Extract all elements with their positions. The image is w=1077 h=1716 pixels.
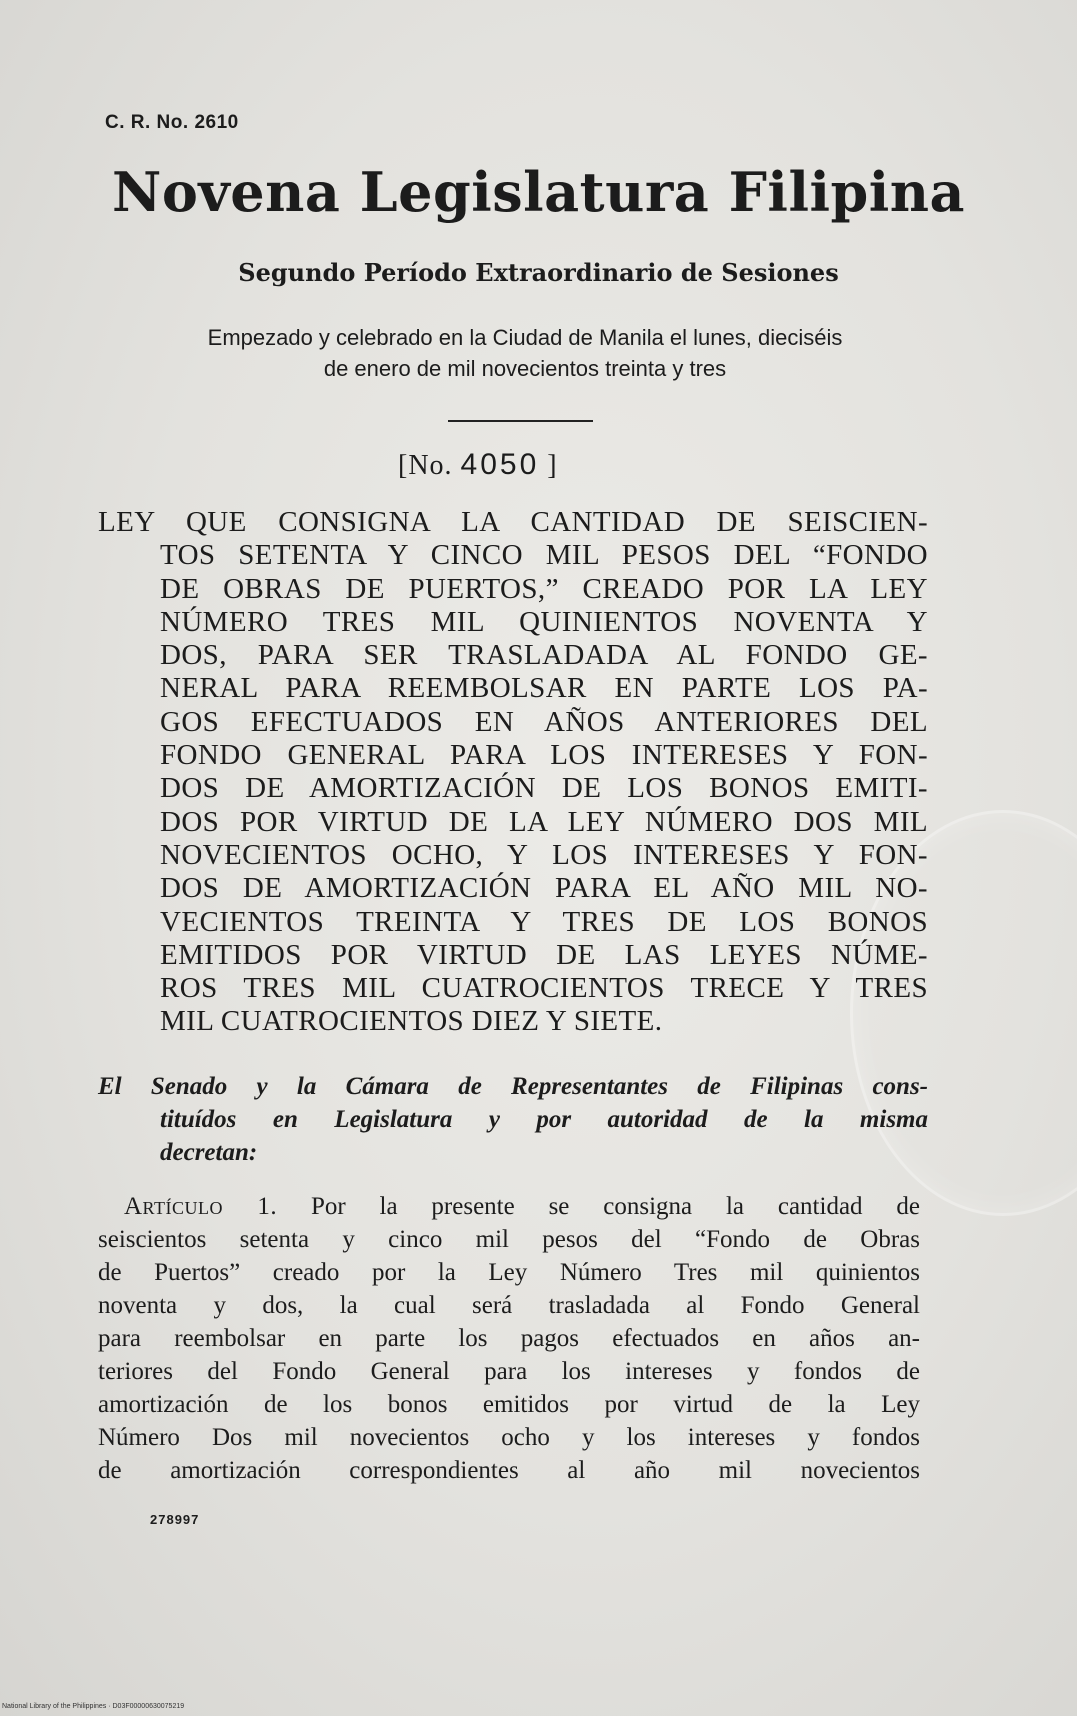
enacting-clause [98, 1070, 928, 1169]
opening-statement [95, 322, 955, 384]
divider-rule [448, 420, 593, 422]
act-number-suffix: ] [547, 450, 558, 481]
heading-line: DOS POR VIRTUD DE LA LEY NÚMERO DOS MIL [160, 805, 928, 838]
heading-line: LEY QUE CONSIGNA LA CANTIDAD DE SEISCIEN- [98, 506, 928, 538]
enacting-line: El Senado y la Cámara de Representantes de Filipinas cons- [98, 1073, 928, 1100]
article-line: de amortización correspondientes al año mil novecientos [98, 1457, 920, 1484]
article-line: amortización de los bonos emitidos por virtud de la Ley [98, 1391, 920, 1418]
heading-line: GOS EFECTUADOS EN AÑOS ANTERIORES DEL [160, 705, 928, 738]
article-first-line [124, 1190, 920, 1223]
act-number-prefix: [No. [398, 450, 453, 481]
article-line: teriores del Fondo General para los intereses y fondos de [98, 1358, 920, 1385]
article-line: seiscientos setenta y cinco mil pesos del “Fondo de Obras [98, 1226, 920, 1253]
heading-line: FONDO GENERAL PARA LOS INTERESES Y FON- [160, 739, 928, 772]
heading-line: DOS, PARA SER TRASLADADA AL FONDO GE- [160, 639, 928, 672]
serial-number: 278997 [150, 1512, 200, 1527]
heading-line: EMITIDOS POR VIRTUD DE LAS LEYES NÚME- [160, 938, 928, 971]
cr-number: C. R. No. 2610 [105, 112, 239, 133]
heading-line: TOS SETENTA Y CINCO MIL PESOS DEL “FONDO [160, 539, 928, 572]
article-text: Por la presente se consigna la cantidad de [310, 1193, 920, 1220]
enacting-line: decretan: [160, 1139, 258, 1166]
opening-line: Empezado y celebrado en la Ciudad de Manila el lunes, dieciséis [207, 325, 843, 350]
article-1-body [98, 1223, 920, 1487]
heading-line: NOVECIENTOS OCHO, Y LOS INTERESES Y FON- [160, 838, 928, 871]
act-number-value: 4050 [460, 448, 540, 481]
heading-line: NÚMERO TRES MIL QUINIENTOS NOVENTA Y [160, 605, 928, 638]
enacting-line: tituídos en Legislatura y por autoridad de la misma [160, 1106, 928, 1133]
heading-line: DOS DE AMORTIZACIÓN DE LOS BONOS EMITI- [160, 772, 928, 805]
act-number [398, 448, 558, 482]
heading-line: ROS TRES MIL CUATROCIENTOS TRECE Y TRES [160, 972, 928, 1005]
article-line: Número Dos mil novecientos ocho y los intereses y fondos [98, 1424, 920, 1451]
heading-line: MIL CUATROCIENTOS DIEZ Y SIETE. [160, 1005, 663, 1038]
heading-line: VECIENTOS TREINTA Y TRES DE LOS BONOS [160, 905, 928, 938]
opening-line: de enero de mil novecientos treinta y tres [323, 356, 727, 381]
article-1 [124, 1190, 920, 1223]
article-line: noventa y dos, la cual será trasladada al Fondo General [98, 1292, 920, 1319]
heading-line: DOS DE AMORTIZACIÓN PARA EL AÑO MIL NO- [160, 872, 928, 905]
heading-continuation [98, 539, 928, 1038]
heading-line: NERAL PARA REEMBOLSAR EN PARTE LOS PA- [160, 672, 928, 705]
article-line: para reembolsar en parte los pagos efectuados en años an- [98, 1325, 920, 1352]
legislature-title: Novena Legislatura Filipina [111, 160, 965, 224]
article-label: Artículo 1. [124, 1193, 278, 1220]
session-subtitle: Segundo Período Extraordinario de Sesiones [238, 258, 839, 287]
archive-footer: National Library of the Philippines · D03F00000630075219 [2, 1703, 185, 1710]
heading-line: DE OBRAS DE PUERTOS,” CREADO POR LA LEY [160, 572, 928, 605]
act-heading [98, 506, 928, 1039]
article-line: de Puertos” creado por la Ley Número Tres mil quinientos [98, 1259, 920, 1286]
